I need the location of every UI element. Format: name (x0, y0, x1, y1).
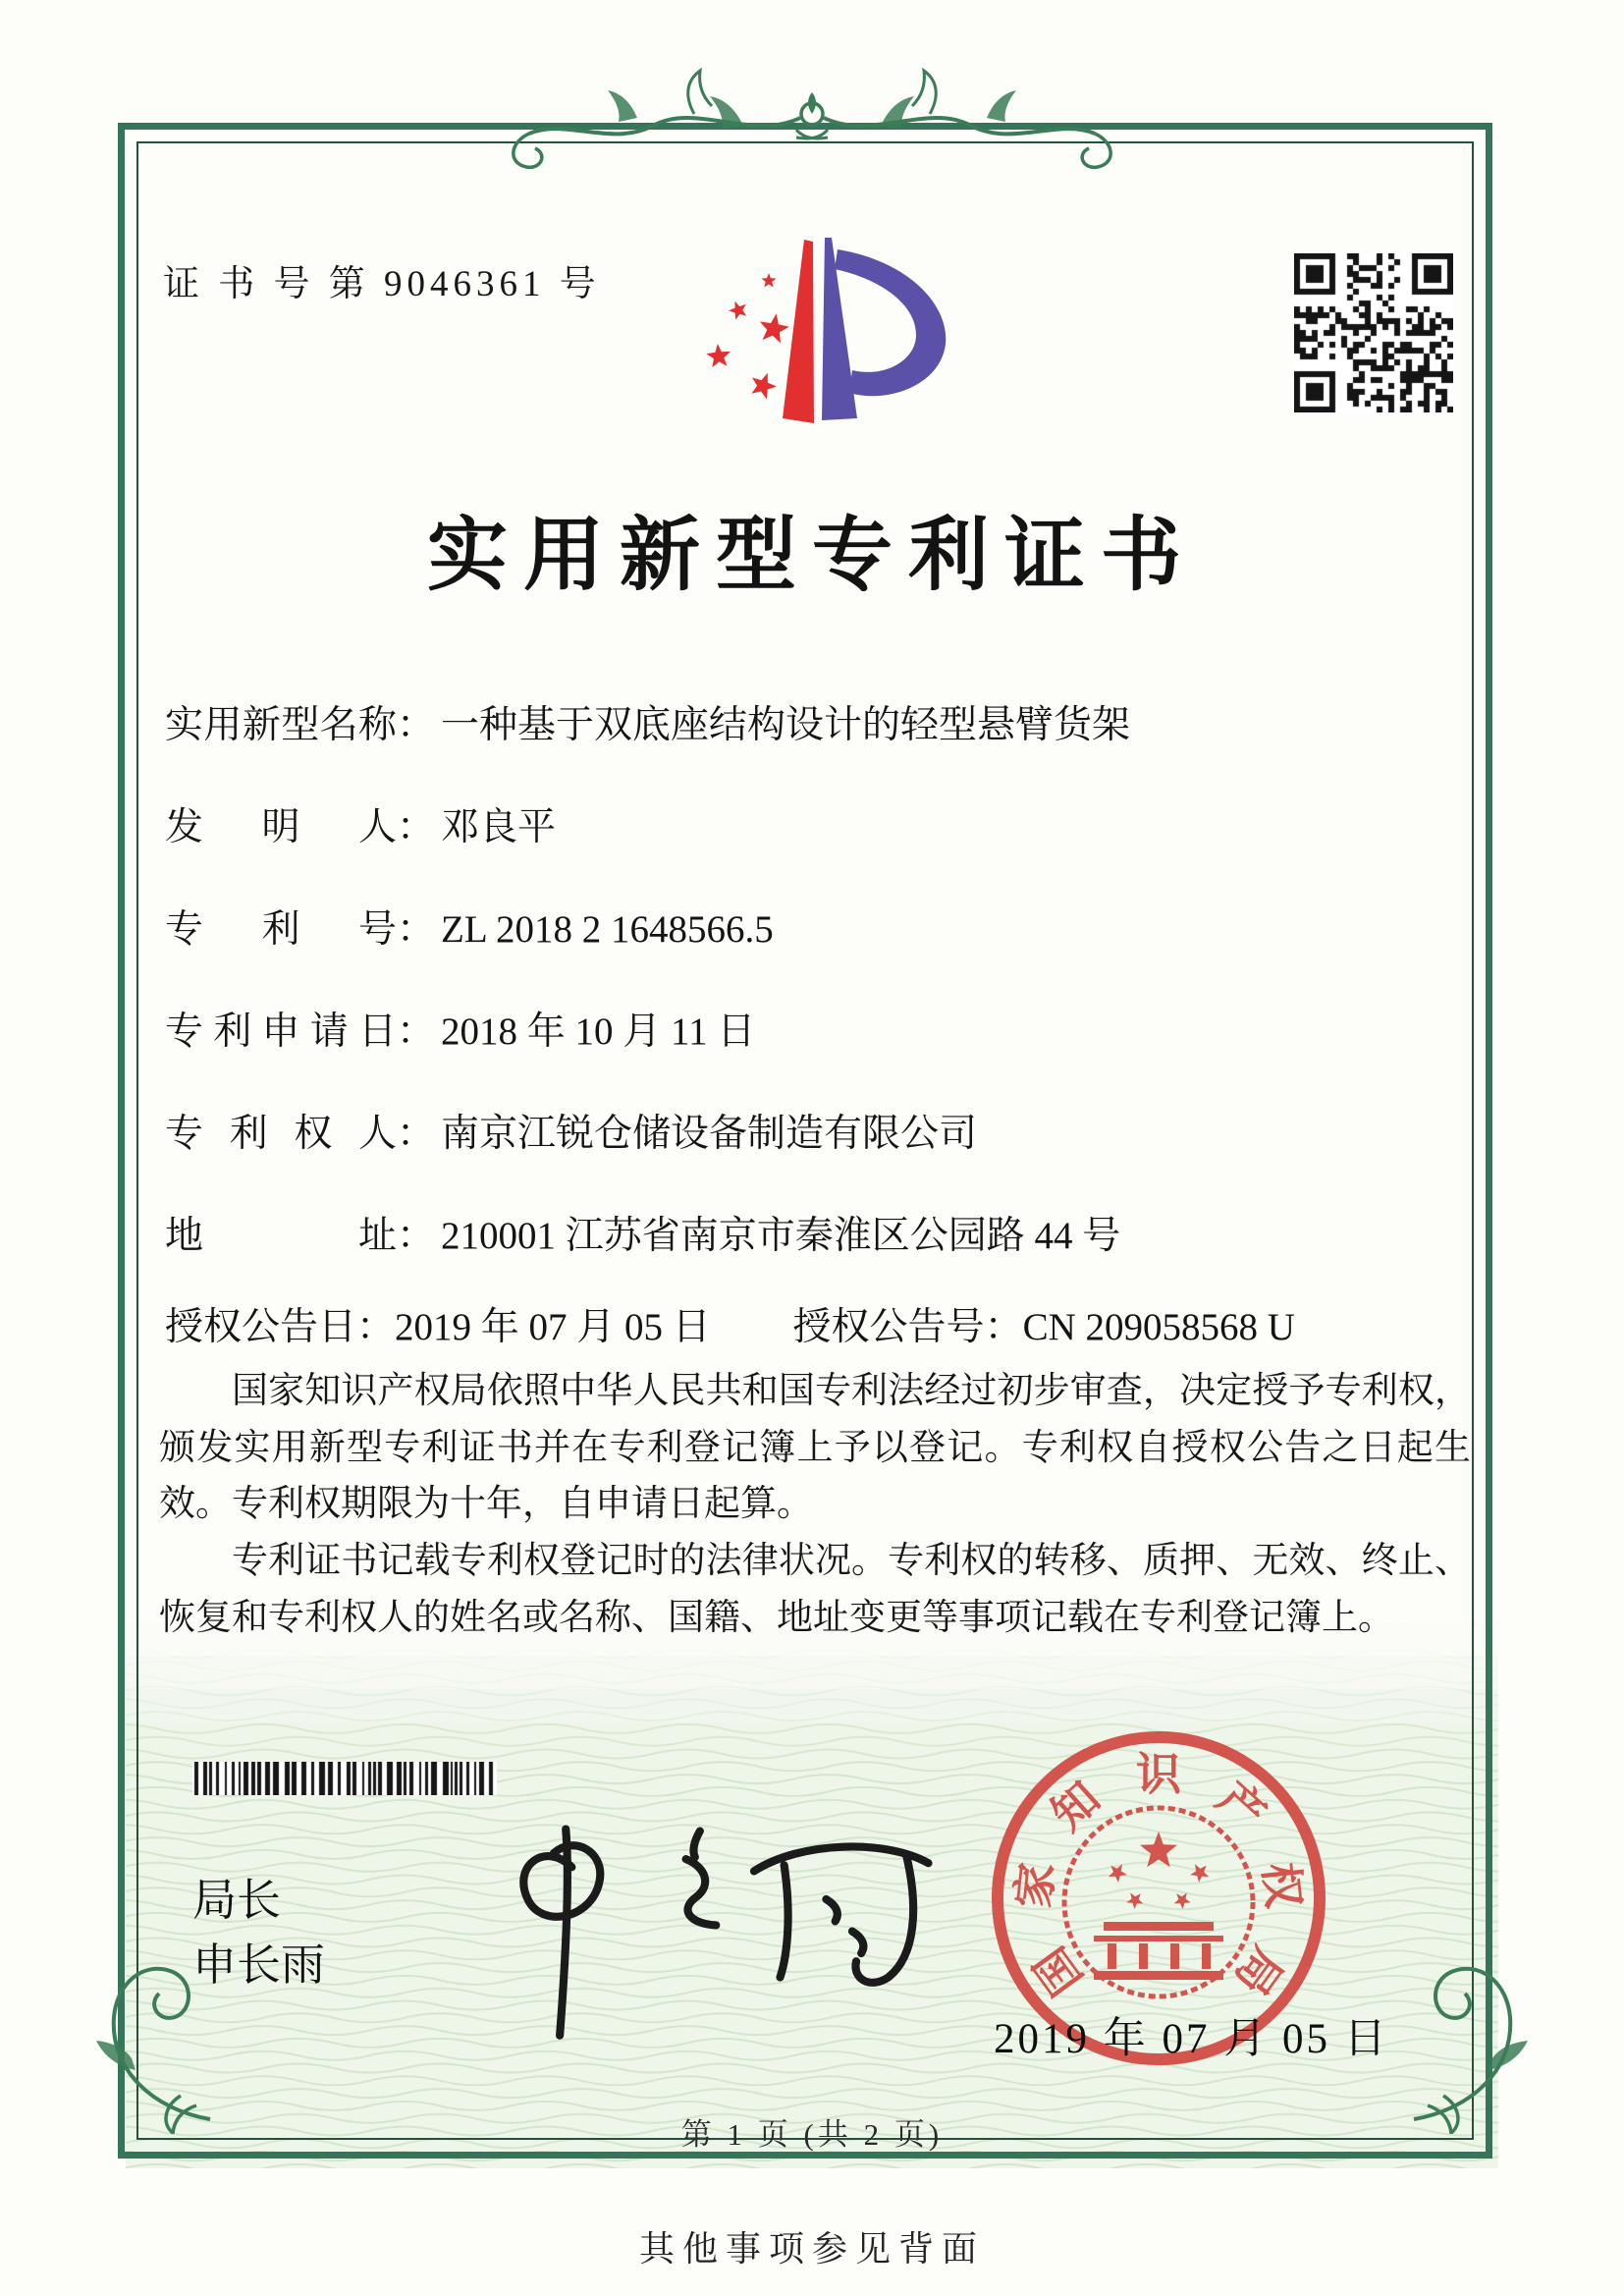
signatory-name: 申长雨 (192, 1941, 326, 1990)
certificate-title: 实用新型专利证书 (426, 511, 1197, 600)
svg-text:知: 知 (1042, 1773, 1110, 1840)
field-value: 2018 年 10 月 11 日 (441, 1011, 756, 1053)
legal-paragraph-2: 专利证书记载专利权登记时的法律状况。专利权的转移、质押、无效、终止、恢复和专利权人的姓名或名称、国籍、地址变更等事项记载在专利登记簿上。 (159, 1541, 1471, 1638)
legal-text (159, 1363, 1471, 1647)
cnipa-logo-icon (682, 226, 957, 460)
field-row-filing-date: 专利申请日： 2018 年 10 月 11 日 (165, 1011, 756, 1053)
barcode-icon (192, 1762, 497, 1795)
bottom-right-flourish-icon (1392, 1923, 1540, 2134)
handwritten-signature-icon (454, 1807, 954, 2048)
grant-number-value: CN 209058568 U (1022, 1306, 1295, 1348)
qr-code-icon (1294, 253, 1453, 412)
field-row-patent-number: 专利号： ZL 2018 2 1648566.5 (165, 908, 774, 951)
field-label: 专利权人 (165, 1113, 397, 1155)
field-row-address: 地址： 210001 江苏省南京市秦淮区公园路 44 号 (165, 1215, 1121, 1257)
field-row-inventor: 发明人： 邓良平 (165, 806, 557, 848)
top-garland-ornament-icon (511, 47, 1113, 181)
field-value: ZL 2018 2 1648566.5 (441, 908, 774, 951)
field-label: 发明人 (165, 806, 397, 848)
svg-text:权: 权 (1254, 1860, 1310, 1911)
svg-text:家: 家 (1007, 1860, 1063, 1911)
field-value: 一种基于双底座结构设计的轻型悬臂货架 (441, 704, 1131, 746)
signatory-title: 局长 (192, 1876, 282, 1925)
field-value: 南京江锐仓储设备制造有限公司 (441, 1113, 978, 1155)
grant-row: 授权公告日：2019 年 07 月 05 日 授权公告号：CN 209058568 U (165, 1306, 1295, 1348)
svg-text:局: 局 (1224, 1938, 1293, 2004)
field-label: 地址 (165, 1215, 397, 1257)
back-side-note: 其他事项参见背面 (638, 2229, 985, 2269)
grant-date-value: 2019 年 07 月 05 日 (395, 1306, 711, 1348)
field-list (165, 705, 1471, 1318)
field-value: 邓良平 (441, 806, 557, 848)
field-row-patentee: 专利权人： 南京江锐仓储设备制造有限公司 (165, 1113, 978, 1155)
field-label: 实用新型名称 (165, 704, 397, 746)
grant-number-label: 授权公告号 (792, 1306, 985, 1348)
field-label: 专利申请日 (165, 1011, 397, 1053)
svg-text:识: 识 (1136, 1749, 1181, 1800)
field-value: 210001 江苏省南京市秦淮区公园路 44 号 (441, 1215, 1121, 1257)
svg-text:产: 产 (1208, 1773, 1275, 1840)
field-row-utility-model-name: 实用新型名称： 一种基于双底座结构设计的轻型悬臂货架 (165, 704, 1131, 746)
field-label: 专利号 (165, 908, 397, 951)
legal-paragraph-1: 国家知识产权局依照中华人民共和国专利法经过初步审查，决定授予专利权，颁发实用新型专利证书并在专利登记簿上予以登记。专利权自授权公告之日起生效。专利权期限为十年，自申请日起算。 (159, 1371, 1471, 1525)
grant-date-label: 授权公告日 (165, 1306, 357, 1348)
svg-text:国: 国 (1024, 1938, 1093, 2004)
certificate-number: 证 书 号 第 9046361 号 (163, 264, 601, 304)
page-number: 第 1 页 (共 2 页) (680, 2117, 944, 2152)
seal-date: 2019 年 07 月 05 日 (994, 2016, 1389, 2062)
signatory-block (192, 1868, 325, 1997)
